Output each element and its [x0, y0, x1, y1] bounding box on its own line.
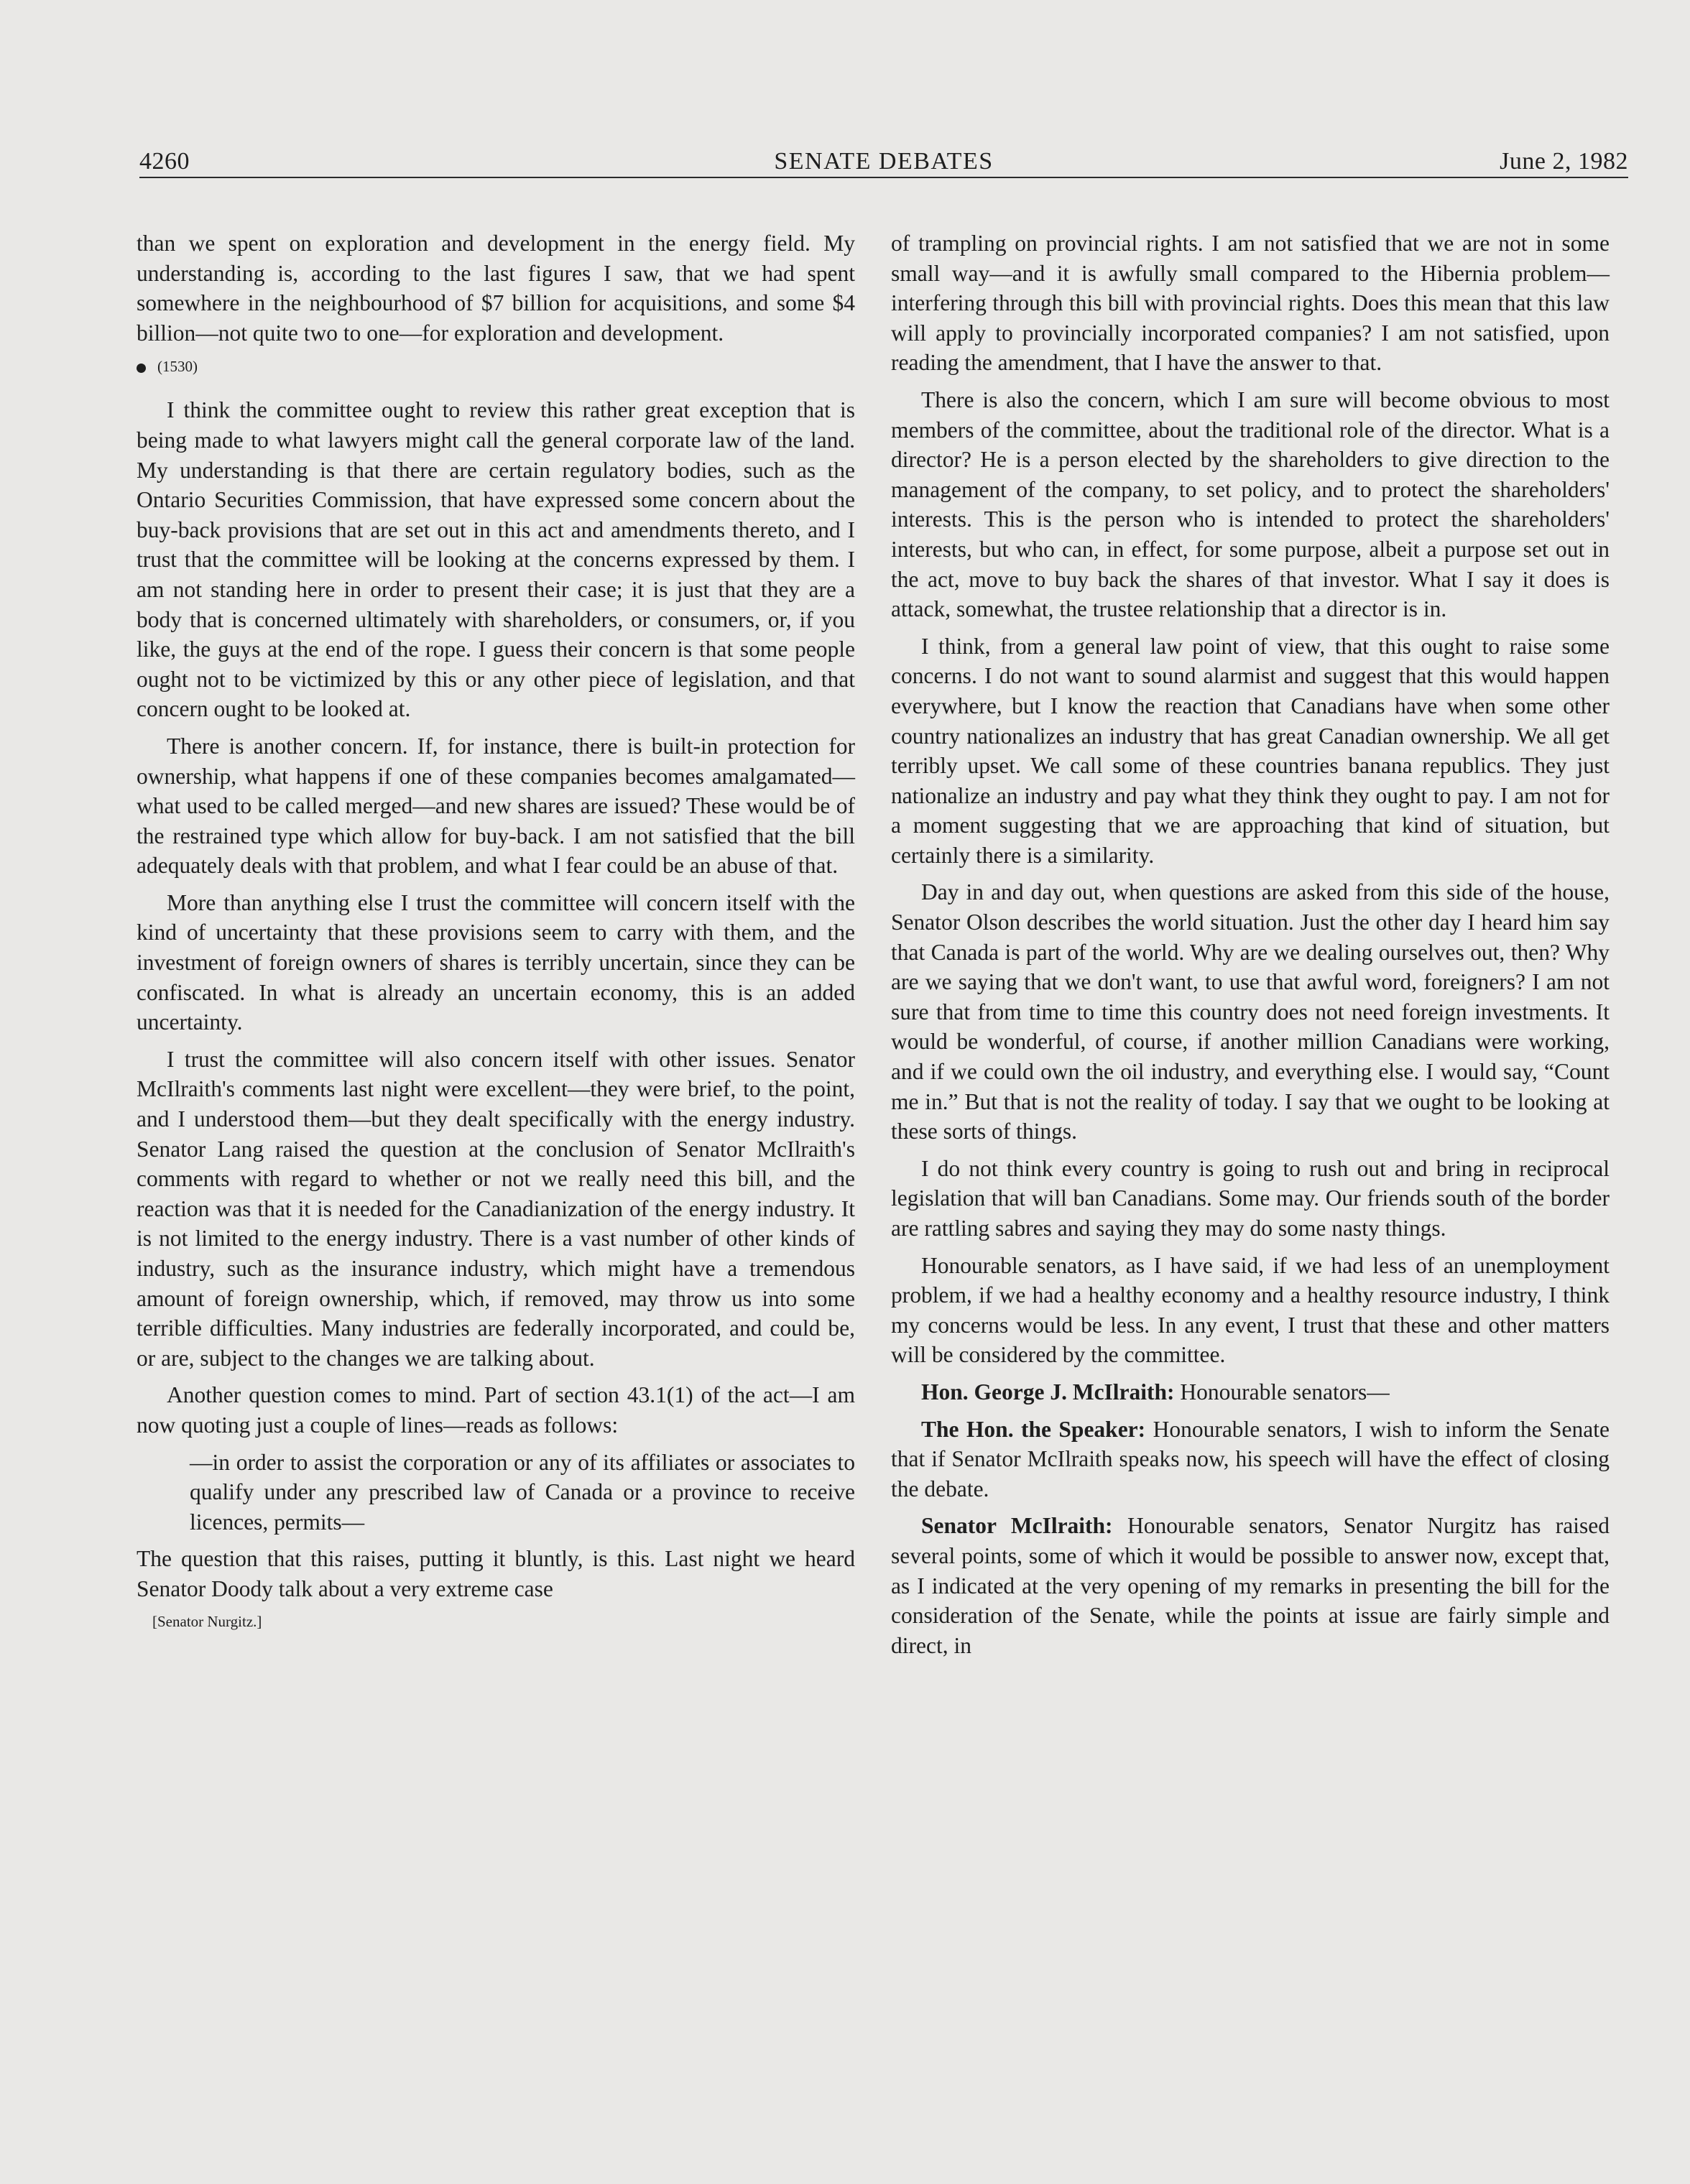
speaker-name: Hon. George J. McIlraith: [921, 1379, 1175, 1405]
speaker-name: The Hon. the Speaker: [921, 1416, 1146, 1442]
paragraph: Honourable senators, as I have said, if we had less of an unemployment problem, if we had a healthy economy and a healthy resource industry, I think my concerns would be less. In any event, I trust that these and other matters will be considered by the committee. [891, 1252, 1610, 1368]
publication-title: SENATE DEBATES [774, 148, 994, 175]
paragraph: The question that this raises, putting it bluntly, is this. Last night we heard Senator Doody talk about a very extreme case [137, 1546, 855, 1601]
speech-paragraph [891, 1511, 1610, 1660]
speech-text: Honourable senators, Senator Nurgitz has raised several points, some of which it would be possible to answer now, except that, as I indicated at the very opening of my remarks in presenting the bill for the consideration of the Senate, while the points at issue are fairly simple and direct, in [891, 1513, 1610, 1658]
paragraph: than we spent on exploration and development in the energy field. My understanding is, according to the last figures I saw, that we had spent somewhere in the neighbourhood of $7 billion for acquisitions, and some $4 billion—not quite two to one—for exploration and development. [137, 231, 855, 346]
right-column [891, 228, 1610, 1667]
page-number: 4260 [139, 148, 190, 175]
speaker-name: Senator McIlraith: [921, 1513, 1113, 1539]
speech-text: Honourable senators— [1174, 1379, 1390, 1405]
page-header [139, 142, 1628, 178]
paragraph: There is also the concern, which I am sure will become obvious to most members of the committee, about the traditional role of the director. What is a director? He is a person elected by the shareholders to give direction to the management of the company, to set policy, and to protect the shareholders' interests. This is the person who is intended to protect the shareholders' interests, but who can, in effect, for some purpose, albeit a purpose set out in the act, move to buy back the shares of that investor. What I say it does is attack, somewhat, the trustee relationship that a director is in. [891, 387, 1610, 622]
block-quote: —in order to assist the corporation or any of its affiliates or associates to qualify under any prescribed law of Canada or a province to receive licences, permits— [190, 1449, 855, 1535]
paragraph: I think, from a general law point of view, that this ought to raise some concerns. I do not want to sound alarmist and suggest that this would happen everywhere, but I know the reaction that Canadians have when some other country nationalizes an industry that has great Canadian ownership. We all get terribly upset. We call some of these countries banana republics. They just nationalize an industry and pay what they think they ought to pay. I am not for a moment suggesting that we are approaching that kind of situation, but certainly there is a similarity. [891, 633, 1610, 868]
publication-date: June 2, 1982 [1500, 148, 1628, 175]
paragraph: I do not think every country is going to rush out and bring in reciprocal legislation that will ban Canadians. Some may. Our friends south of the border are rattling sabres and saying they may do some nasty things. [891, 1155, 1610, 1241]
paragraph: More than anything else I trust the committee will concern itself with the kind of uncertainty that these provisions seem to carry with them, and the investment of foreign owners of shares is terribly uncertain, since they can be confiscated. In what is already an uncertain economy, this is an added uncertainty. [137, 889, 855, 1035]
paragraph: Another question comes to mind. Part of section 43.1(1) of the act—I am now quoting just a couple of lines—reads as follows: [137, 1382, 855, 1438]
bullet-icon [137, 364, 146, 373]
paragraph: I trust the committee will also concern itself with other issues. Senator McIlraith's comments last night were excellent—they were brief, to the point, and I understood them—but they dealt specifically with the energy industry. Senator Lang raised the question at the conclusion of Senator McIlraith's comments with regard to whether or not we really need this bill, and the reaction was that it is needed for the Canadianization of the energy industry. It is not limited to the energy industry. There is a vast number of other kinds of industry, such as the insurance industry, which might have a tremendous amount of foreign ownership, which, if removed, may throw us into some terrible difficulties. Many industries are federally incorporated, and could be, or are, subject to the changes we are talking about. [137, 1046, 855, 1371]
time-marker [137, 356, 855, 376]
time-marker-label: (1530) [157, 358, 198, 376]
paragraph: I think the committee ought to review this rather great exception that is being made to what lawyers might call the general corporate law of the land. My understanding is that there are certain regulatory bodies, such as the Ontario Securities Commission, that have expressed some concern about the buy-back provisions that are set out in this act and amendments thereto, and I trust that the committee will be looking at the concerns expressed by them. I am not standing here in order to present their case; it is just that they are a body that is concerned ultimately with shareholders, or consumers, or, if you like, the guys at the end of the rope. I guess their concern is that some people ought not to be victimized by this or any other piece of legislation, and that concern ought to be looked at. [137, 397, 855, 722]
left-column [137, 228, 855, 1632]
paragraph: There is another concern. If, for instance, there is built-in protection for ownership, what happens if one of these companies becomes amalgamated—what used to be called merged—and new shares are issued? These would be of the restrained type which allow for buy-back. I am not satisfied that the bill adequately deals with that problem, and what I fear could be an abuse of that. [137, 733, 855, 879]
speech-text: Honourable senators, I wish to inform the Senate that if Senator McIlraith speaks now, his speech will have the effect of closing the debate. [891, 1416, 1610, 1502]
speaker-footnote: [Senator Nurgitz.] [152, 1612, 262, 1630]
speech-paragraph [891, 1377, 1610, 1407]
paragraph: Day in and day out, when questions are asked from this side of the house, Senator Olson describes the world situation. Just the other day I heard him say that Canada is part of the world. Why are we dealing ourselves out, then? Why are we saying that we don't want, to use that awful word, foreigners? I am not sure that from time to time this country does not need foreign investments. It would be wonderful, of course, if another million Canadians were working, and if we could own the oil industry, and everything else. I would say, “Count me in.” But that is not the reality of today. I say that we ought to be looking at these sorts of things. [891, 879, 1610, 1144]
speech-paragraph [891, 1415, 1610, 1504]
paragraph: of trampling on provincial rights. I am not satisfied that we are not in some small way—and it is awfully small compared to the Hibernia problem—interfering through this bill with provincial rights. Does this mean that this law will apply to provincially incorporated companies? I am not satisfied, upon reading the amendment, that I have the answer to that. [891, 231, 1610, 376]
